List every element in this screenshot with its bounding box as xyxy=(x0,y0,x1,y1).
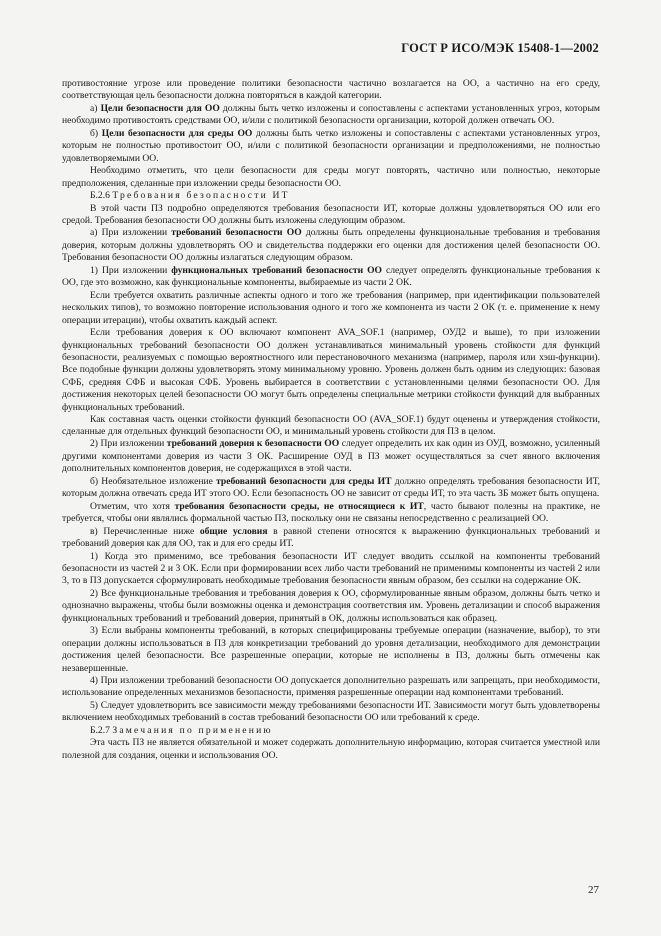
term-toe-objectives: Цели безопасности для ОО xyxy=(100,102,220,114)
term-environment-objectives: Цели безопасности для среды ОО xyxy=(101,127,253,139)
paragraph-condition-5: 5) Следует удовлетворить все зависимости между требованиями безопасности ИТ. Зависимости могут быть удовлетворены включением необходимых требований в состав требований безопасности ОО или требований к среде. xyxy=(62,699,600,724)
standard-header: ГОСТ Р ИСО/МЭК 15408-1—2002 xyxy=(401,41,599,55)
paragraph-note-objectives: Необходимо отметить, что цели безопасности для среды могут повторять, частично или полностью, некоторые предположения, сделанные при изложении среды безопасности ОО. xyxy=(62,165,600,189)
paragraph-toe-requirements: а) При изложении требований безопасности ОО должны быть определены функциональные требования и требования доверия, которым должны удовлетворять ОО и свидетельства поддержки его оценки для достижения целей безопасности ОО. Требования безопасности ОО должны излагаться следующим образом. xyxy=(62,227,600,264)
paragraph-sof-evaluation: Как составная часть оценки стойкости функций безопасности ОО (AVA_SOF.1) будут оценены и утверждения стойкости, сделанные для отдельных функций безопасности ОО, и минимальный уровень стойкости для ПЗ в целом. xyxy=(62,414,600,438)
term-general-conditions: общие условия xyxy=(199,525,268,537)
paragraph-condition-1: 1) Когда это применимо, все требования безопасности ИТ следует вводить ссылкой на компоненты требований безопасности из частей 2 и 3 ОК. Если при формировании всех либо части требований не применимы компоненты из частей 2 или 3, то в ПЗ допускается сформулировать необходимые требования безопасности явным образом, без ссылки на содержание ОК. xyxy=(62,550,600,587)
term-functional-requirements: функциональных требований безопасности ОО xyxy=(171,264,382,276)
paragraph-continuation: противостояние угрозе или проведение политики безопасности частично возлагается на ОО, а частично на его среду, соответствующая цель безопасности должна повторяться в каждой категории. xyxy=(62,78,600,102)
section-heading-b27: Б.2.7 Замечания по применению xyxy=(90,724,273,736)
term-assurance-requirements: требований доверия к безопасности ОО xyxy=(166,438,340,450)
paragraph-condition-3: 3) Если выбраны компоненты требований, в которых специфицированы требуемые операции (назначение, выбор), то эти операции должны использоваться в ПЗ для конкретизации требований до уровня детализации, необходимого для демонстрации достижения целей безопасности. Все разрешенные операции, которые не исполнены в ПЗ, должны быть отмечены как незавершенные. xyxy=(62,625,600,674)
paragraph-it-environment-requirements: б) Необязательное изложение требований безопасности для среды ИТ должно определять требования безопасности ИТ, которым должна отвечать среда ИТ этого ОО. Если безопасность ОО не зависит от среды ИТ, то эта часть ЗБ может быть опущена. xyxy=(62,475,600,500)
paragraph-condition-4: 4) При изложении требований безопасности ОО допускается дополнительно разрешать или запрещать, при необходимости, использование определенных механизмов безопасности, применяя разрешенные операции над компонентами требований. xyxy=(62,675,600,699)
term-non-it-requirements: требования безопасности среды, не относящиеся к ИТ xyxy=(174,500,424,512)
paragraph-functional-requirements: 1) При изложении функциональных требований безопасности ОО следует определять функциональные требования к ОО, где это возможно, как функциональные компоненты, выбираемые из части 2 ОК. xyxy=(62,264,600,289)
paragraph-application-notes: Эта часть ПЗ не является обязательной и может содержать дополнительную информацию, которая считается уместной или полезной для создания, оценки и использования ОО. xyxy=(62,737,600,761)
paragraph-assurance-requirements: 2) При изложении требований доверия к безопасности ОО следует определить их как один из ОУД, возможно, усиленный другими компонентами доверия из части 3 ОК. Расширение ОУД в ПЗ может осуществляться за счет явного включения дополнительных компонентов доверия, не содержащихся в этой части. xyxy=(62,438,601,475)
paragraph-non-it-requirements: Отметим, что хотя требования безопасности среды, не относящиеся к ИТ, часто бывают полезны на практике, не требуется, чтобы они являлись формальной частью ПЗ, поскольку они не связаны непосредственно с реализацией ОО. xyxy=(62,500,601,525)
term-toe-security-requirements: требований безопасности ОО xyxy=(171,227,302,239)
paragraph-general-conditions: в) Перечисленные ниже общие условия в равной степени относятся к выражению функциональных требований и требований доверия как для ОО, так и для его среды ИТ. xyxy=(62,525,600,550)
paragraph-objectives-environment: б) Цели безопасности для среды ОО должны быть четко изложены и сопоставлены с аспектами установленных угроз, которым не полностью противостоит ОО, и/или с политикой безопасности организации и предположениями, не полностью удовлетворяемыми ОО. xyxy=(62,127,600,164)
paragraph-it-requirements-intro: В этой части ПЗ подробно определяются требования безопасности ИТ, которые должны удовлетворяться ОО или его средой. Требования безопасности ОО должны быть изложены следующим образом. xyxy=(62,202,600,226)
paragraph-objectives-toe: а) Цели безопасности для ОО должны быть четко изложены и сопоставлены с аспектами установленных угроз, которым необходимо противостоять средствами ОО, и/или с политикой безопасности организации, которой должен отвечать ОО. xyxy=(62,102,600,127)
paragraph-iteration: Если требуется охватить различные аспекты одного и того же требования (например, при идентификации пользователей нескольких типов), то возможно повторение использования одного и того же компонента из части 2 ОК (т. е. применение к нему операции итерации), чтобы охватить каждый аспект. xyxy=(62,289,600,326)
document-body xyxy=(62,78,600,762)
section-heading-b26: Б.2.6 Требования безопасности ИТ xyxy=(90,190,290,202)
paragraph-sof: Если требования доверия к ОО включают компонент AVA_SOF.1 (например, ОУД2 и выше), то при изложении функциональных требований безопасности ОО должен устанавливаться минимальный уровень стойкости для функций безопасности, реализуемых с помощью вероятностного или перестановочного механизма (например, пароля или хэш-функции). Все подобные функции должны удовлетворять этому минимальному уровню. Уровень должен быть одним из следующих: базовая СФБ, средняя СФБ и высокая СФБ. Уровень выбирается в соответствии с установленными целями безопасности ОО. Для достижения некоторых целей безопасности ОО могут быть определены специальные метрики стойкости функций для выбранных функциональных требований. xyxy=(62,327,600,413)
term-it-environment-requirements: требований безопасности для среды ИТ xyxy=(216,475,392,487)
page-number: 27 xyxy=(588,884,599,896)
paragraph-condition-2: 2) Все функциональные требования и требования доверия к ОО, сформулированные явным образом, должны быть четко и однозначно выражены, чтобы были возможны оценка и демонстрация соответствия им. Уровень детализации и способ выражения функциональных требований и требований доверия, принятый в ОК, должны использоваться как образец. xyxy=(62,587,600,624)
